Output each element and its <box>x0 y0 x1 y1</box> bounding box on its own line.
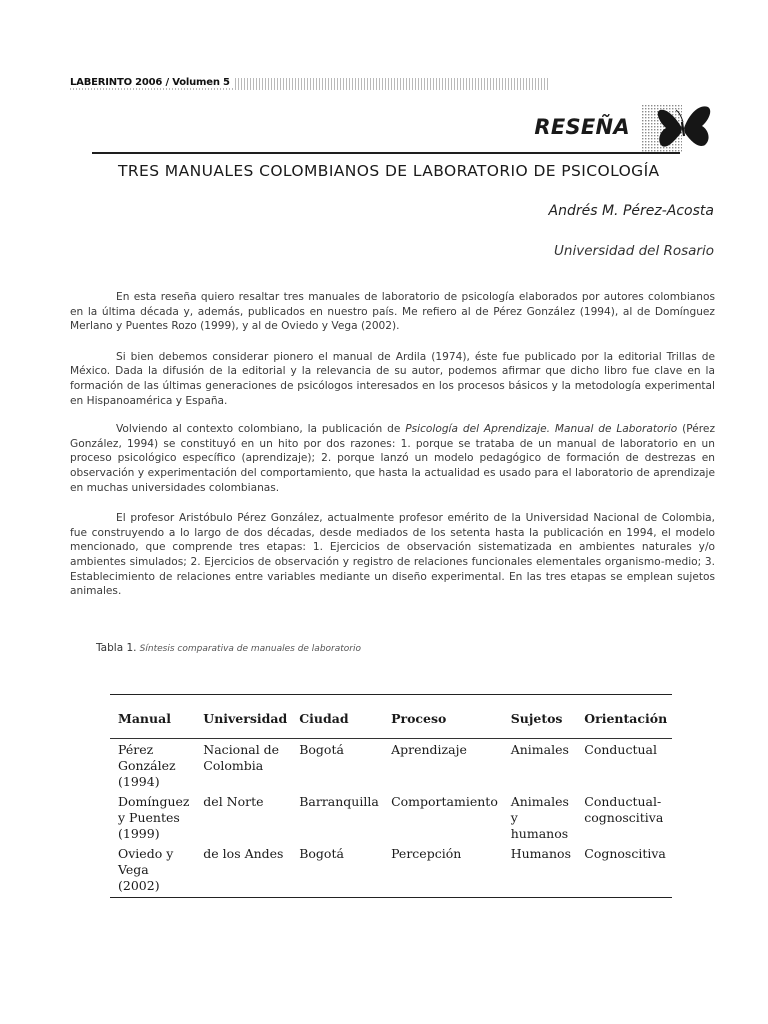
table-row <box>110 739 672 794</box>
column-header-universidad: Universidad <box>195 695 291 739</box>
paragraph-intro: En esta reseña quiero resaltar tres manuales de laboratorio de psicología elaborados por autores colombianos en la última década y, además, publicados en nuestro país. Me refiero al de Pérez González (1994), al de Domínguez Merlano y Puentes Rozo (1999), y al de Oviedo y Vega (2002). <box>70 291 715 333</box>
column-header-sujetos: Sujetos <box>503 695 577 739</box>
section-label: RESEÑA <box>534 115 630 139</box>
cell-manual: Domínguez y Puentes (1999) <box>118 794 190 841</box>
table-caption-label: Tabla 1. <box>96 642 137 654</box>
cell-proceso: Percepción <box>391 846 462 861</box>
cell-universidad: del Norte <box>203 794 264 809</box>
column-header-proceso: Proceso <box>383 695 503 739</box>
cell-manual: Oviedo y Vega (2002) <box>118 846 174 893</box>
running-header-title: LABERINTO 2006 / Volumen 5 <box>70 77 234 88</box>
cell-ciudad: Bogotá <box>299 742 344 757</box>
table-header-row <box>110 695 672 739</box>
running-header-bar <box>70 78 550 90</box>
cell-universidad: Nacional de Colombia <box>203 742 280 773</box>
paragraph-model: El profesor Aristóbulo Pérez González, actualmente profesor emérito de la Universidad Nacional de Colombia, fue construyendo a lo largo de dos décadas, desde mediados de los setenta hasta la publicación en 1994, el modelo mencionado, que comprende tres etapas: 1. Ejercicios de observación sistematizada en ambientes naturales y/o ambientes simulados; 2. Ejercicios de observación y registro de relaciones funcionales elementales organismo-medio; 3. Establecimiento de relaciones entre variables mediante un diseño experimental. En las tres etapas se emplean sujetos animales. <box>70 512 715 598</box>
column-header-ciudad: Ciudad <box>291 695 383 739</box>
cell-proceso: Aprendizaje <box>391 742 467 757</box>
cell-proceso: Comportamiento <box>391 794 498 809</box>
cell-ciudad: Barranquilla <box>299 794 379 809</box>
cell-manual: Pérez González (1994) <box>118 742 176 789</box>
column-header-orientacion: Orientación <box>576 695 672 739</box>
comparison-table <box>110 694 672 898</box>
table-row <box>110 793 672 845</box>
article-body <box>70 290 715 615</box>
table-caption-text: Síntesis comparativa de manuales de laboratorio <box>139 644 361 654</box>
cell-orientacion: Cognoscitiva <box>584 846 666 861</box>
column-header-manual: Manual <box>110 695 195 739</box>
cell-orientacion: Conductual <box>584 742 657 757</box>
title-rule <box>92 152 680 154</box>
cell-universidad: de los Andes <box>203 846 284 861</box>
paragraph-context-lead: Volviendo al contexto colombiano, la publicación de <box>116 423 406 436</box>
author-affiliation: Universidad del Rosario <box>554 243 714 259</box>
paragraph-context <box>70 422 715 495</box>
paragraph-context-rest: (Pérez González, 1994) se constituyó en un hito por dos razones: 1. porque se trataba de un manual de laboratorio en un proceso psicológico específico (aprendizaje); 2. porque lanzó un modelo pedagógico de formación de destrezas en observación y experimentación del comportamiento, que hasta la actualidad es usado para el laboratorio de aprendizaje en muchas universidades colombianas. <box>70 423 716 494</box>
cell-sujetos: Humanos <box>510 846 571 861</box>
table-row <box>110 845 672 898</box>
butterfly-icon <box>642 102 714 154</box>
cell-sujetos: Animales y humanos <box>510 794 569 841</box>
article-title: TRES MANUALES COLOMBIANOS DE LABORATORIO DE PSICOLOGÍA <box>118 162 660 180</box>
cell-ciudad: Bogotá <box>299 846 344 861</box>
cell-orientacion: Conductual-cognoscitiva <box>584 794 664 825</box>
paragraph-ardila: Si bien debemos considerar pionero el manual de Ardila (1974), éste fue publicado por la editorial Trillas de México. Dada la difusión de la editorial y la relevancia de su autor, podemos afirmar que dicho libro fue clave en la formación de las últimas generaciones de psicólogos interesados en los procesos básicos y la metodología experimental en Hispanoamérica y España. <box>70 350 715 407</box>
cell-sujetos: Animales <box>510 742 569 757</box>
author-name: Andrés M. Pérez-Acosta <box>548 203 714 219</box>
table-caption <box>96 642 361 654</box>
book-title: Psicología del Aprendizaje. Manual de Laboratorio <box>405 423 678 436</box>
